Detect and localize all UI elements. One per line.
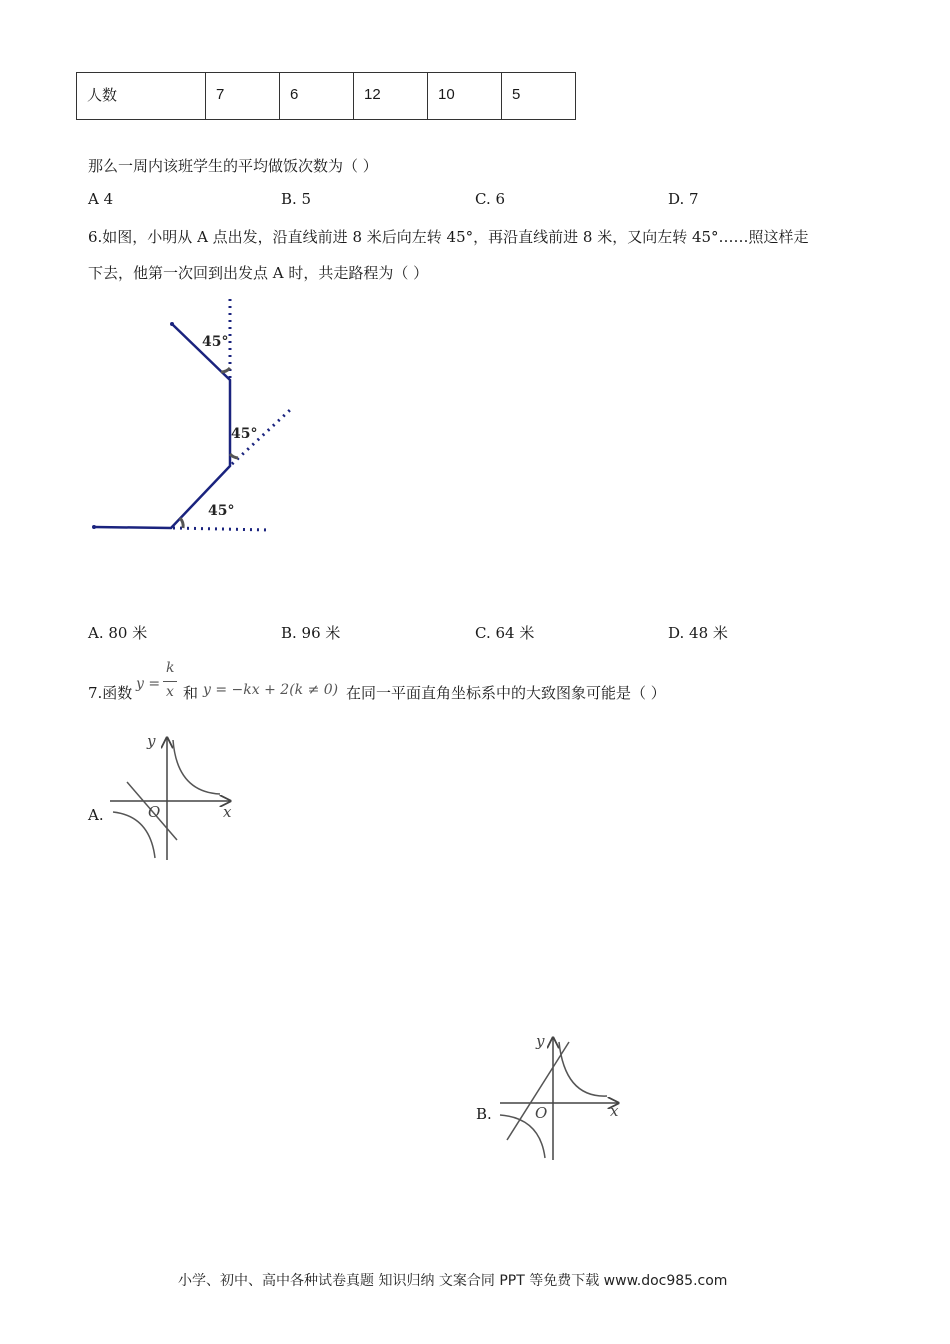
q7-suffix: 在同一平面直角坐标系中的大致图象可能是（ ）	[346, 684, 666, 702]
q6-option-c: C. 64 米	[475, 624, 535, 642]
y-axis-label: y	[536, 1032, 545, 1050]
hyperbola-branch	[559, 1042, 607, 1096]
formula-denominator: x	[166, 684, 174, 700]
graph-a	[105, 730, 245, 865]
q6-question-line1: 6.如图，小明从 A 点出发，沿直线前进 8 米后向左转 45°，再沿直线前进 8 米，又向左转 45°……照这样走	[88, 228, 809, 246]
x-axis-label: x	[223, 803, 232, 821]
table-row	[77, 73, 576, 120]
table-cell: 5	[502, 73, 576, 120]
fraction-bar	[163, 681, 177, 682]
q6-question-line2: 下去，他第一次回到出发点 A 时，共走路程为（ ）	[88, 264, 429, 282]
q6-option-a: A. 80 米	[88, 624, 148, 642]
q7-connector: 和	[183, 684, 199, 702]
q5-option-d: D. 7	[668, 190, 699, 208]
q5-option-c: C. 6	[475, 190, 506, 208]
origin-label: O	[148, 803, 161, 821]
extension-line	[173, 528, 270, 530]
table-cell: 6	[280, 73, 354, 120]
q6-option-b: B. 96 米	[281, 624, 341, 642]
formula-numerator: k	[166, 660, 175, 676]
angle-label: 45°	[202, 334, 229, 350]
page-footer: 小学、初中、高中各种试卷真题 知识归纳 文案合同 PPT 等免费下载 www.doc985.com	[178, 1273, 728, 1289]
angle-arc	[221, 368, 230, 372]
formula-lhs: y =	[136, 676, 161, 692]
straight-line	[507, 1042, 569, 1140]
q7-graph-a-label: A.	[88, 806, 104, 824]
end-point	[170, 322, 174, 326]
table-header-cell: 人数	[77, 73, 206, 120]
walk-path	[94, 324, 230, 528]
q5-option-a: A 4	[88, 190, 114, 208]
table-cell: 12	[354, 73, 428, 120]
angle-label: 45°	[208, 503, 235, 519]
x-axis-label: x	[610, 1102, 619, 1120]
angle-label: 45°	[231, 426, 258, 442]
q7-graph-b-label: B.	[476, 1105, 492, 1123]
angle-arc	[180, 518, 183, 528]
origin-label: O	[535, 1104, 548, 1122]
y-axis-label: y	[147, 732, 156, 750]
walking-path-diagram	[80, 290, 310, 550]
q5-question-text: 那么一周内该班学生的平均做饭次数为（ ）	[88, 157, 378, 175]
start-point	[92, 525, 96, 529]
q7-prefix: 7.函数	[88, 684, 133, 702]
q7-formula-inverse	[136, 660, 180, 700]
graph-b	[495, 1030, 630, 1165]
table-cell: 7	[206, 73, 280, 120]
hyperbola-branch	[173, 740, 220, 794]
frequency-table	[76, 72, 576, 120]
q7-formula-linear: y = −kx + 2(k ≠ 0)	[203, 682, 339, 698]
q5-option-b: B. 5	[281, 190, 312, 208]
table-cell: 10	[428, 73, 502, 120]
q6-option-d: D. 48 米	[668, 624, 728, 642]
